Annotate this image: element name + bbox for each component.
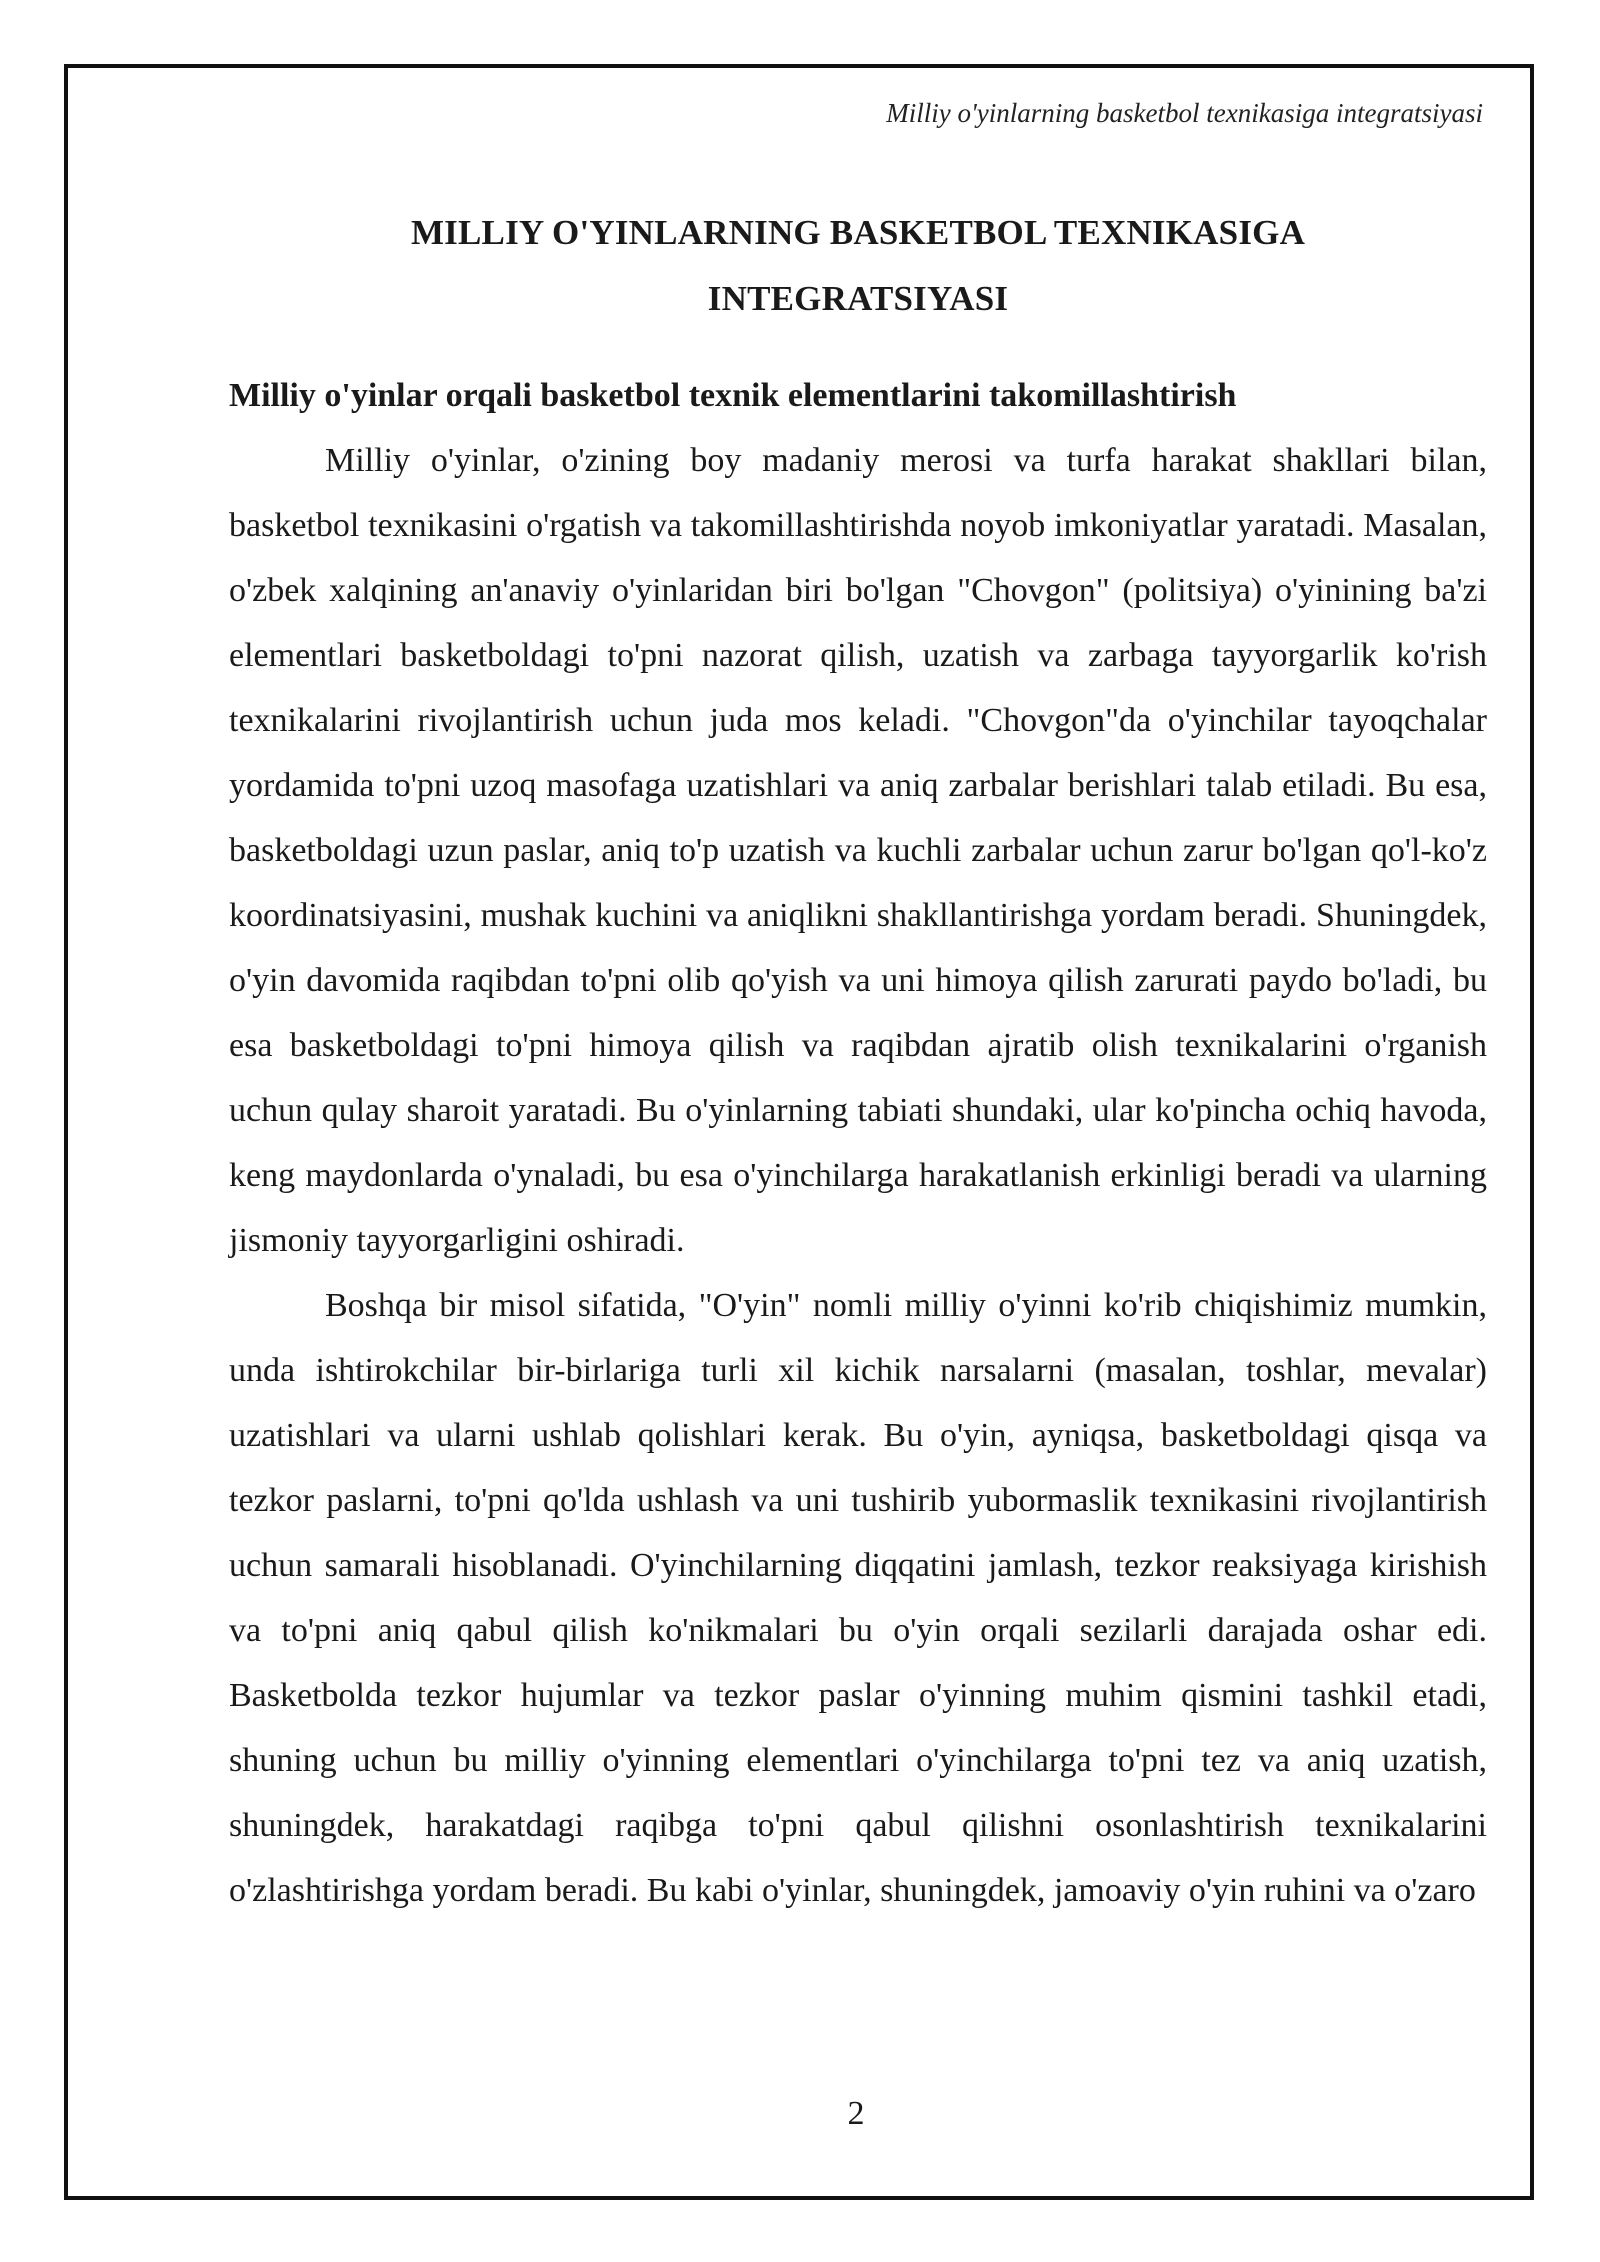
running-header: Milliy o'yinlarning basketbol texnikasiga integratsiyasi bbox=[886, 98, 1483, 128]
document-body bbox=[229, 200, 1487, 1923]
section-heading: Milliy o'yinlar orqali basketbol texnik elementlarini takomillashtirish bbox=[229, 377, 1237, 414]
document-title bbox=[229, 200, 1487, 332]
page-number: 2 bbox=[847, 2095, 865, 2132]
body-paragraph-1: Milliy o'yinlar, o'zining boy madaniy merosi va turfa harakat shakllari bilan, basketbol texnikasini o'rgatish va takomillashtirishda noyob imkoniyatlar yaratadi. Masalan, o'zbek xalqining an'anaviy o'yinlaridan biri bo'lgan "Chovgon" (politsiya) o'yinining ba'zi elementlari basketboldagi to'pni nazorat qilish, uzatish va zarbaga tayyorgarlik ko'rish texnikalarini rivojlantirish uchun juda mos keladi. "Chovgon"da o'yinchilar tayoqchalar yordamida to'pni uzoq masofaga uzatishlari va aniq zarbalar berishlari talab etiladi. Bu esa, basketboldagi uzun paslar, aniq to'p uzatish va kuchli zarbalar uchun zarur bo'lgan qo'l-ko'z koordinatsiyasini, mushak kuchini va aniqlikni shakllantirishga yordam beradi. Shuningdek, o'yin davomida raqibdan to'pni olib qo'yish va uni himoya qilish zarurati paydo bo'ladi, bu esa basketboldagi to'pni himoya qilish va raqibdan ajratib olish texnikalarini o'rganish uchun qulay sharoit yaratadi. Bu o'yinlarning tabiati shundaki, ular ko'pincha ochiq havoda, keng maydonlarda o'ynaladi, bu esa o'yinchilarga harakatlanish erkinligi beradi va ularning jismoniy tayyorgarligini oshiradi. bbox=[229, 442, 1487, 1259]
document-title-line-2: INTEGRATSIYASI bbox=[707, 279, 1009, 318]
body-paragraph-2: Boshqa bir misol sifatida, "O'yin" nomli milliy o'yinni ko'rib chiqishimiz mumkin, unda ishtirokchilar bir-birlariga turli xil kichik narsalarni (masalan, toshlar, mevalar) uzatishlari va ularni ushlab qolishlari kerak. Bu o'yin, ayniqsa, basketboldagi qisqa va tezkor paslarni, to'pni qo'lda ushlash va uni tushirib yubormaslik texnikasini rivojlantirish uchun samarali hisoblanadi. O'yinchilarning diqqatini jamlash, tezkor reaksiyaga kirishish va to'pni aniq qabul qilish ko'nikmalari bu o'yin orqali sezilarli darajada oshar edi. Basketbolda tezkor hujumlar va tezkor paslar o'yinning muhim qismini tashkil etadi, shuning uchun bu milliy o'yinning elementlari o'yinchilarga to'pni tez va aniq uzatish, shuningdek, harakatdagi raqibga to'pni qabul qilishni osonlashtirish texnikalarini o'zlashtirishga yordam beradi. Bu kabi o'yinlar, shuningdek, jamoaviy o'yin ruhini va o'zaro bbox=[229, 1287, 1487, 1909]
document-title-line-1: MILLIY O'YINLARNING BASKETBOL TEXNIKASIGA bbox=[410, 213, 1306, 252]
